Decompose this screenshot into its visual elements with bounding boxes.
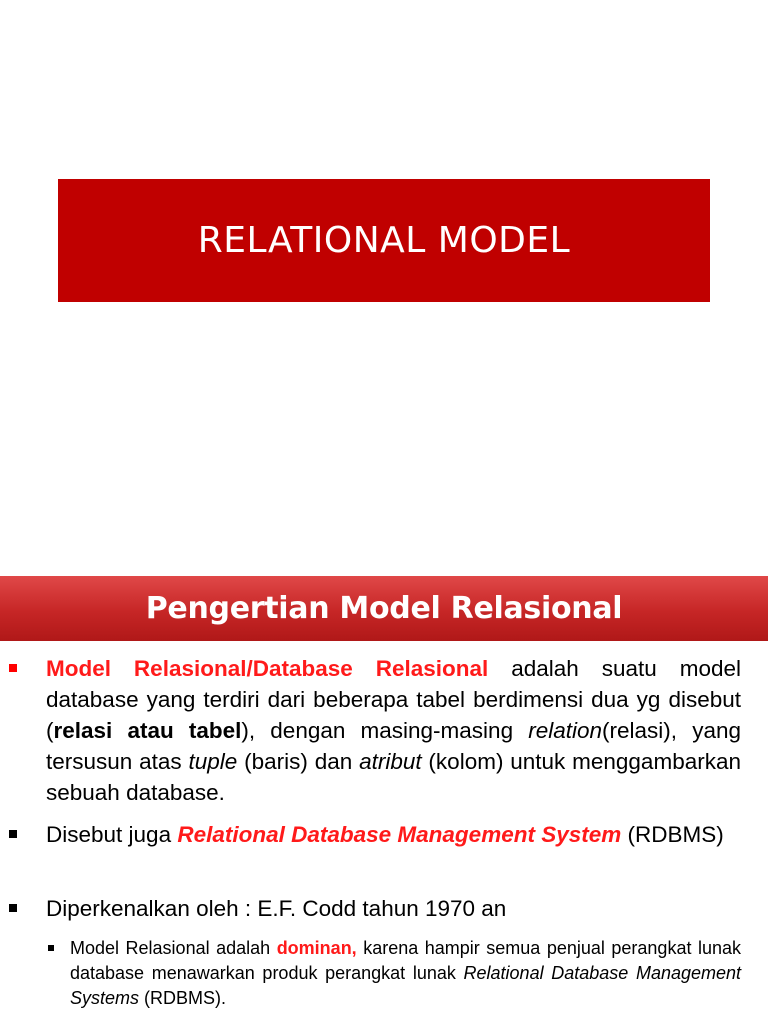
text-run: adalah suatu model database yang terdiri dari beberapa tabel berdimensi dua yg disebut (	[46, 656, 741, 743]
text-run: (RDBMS).	[139, 988, 227, 1008]
italic-term: tuple	[188, 749, 238, 774]
bullet-item-rdbms	[46, 819, 741, 850]
highlight-term: Relational Database Management System	[177, 822, 622, 847]
text-run: (relasi), yang tersusun atas	[46, 718, 741, 774]
italic-term: Relational Database Management Systems	[70, 963, 742, 1008]
text-run: Disebut juga	[46, 822, 178, 847]
slide-title: RELATIONAL MODEL	[197, 220, 571, 261]
text-run: Model Relasional adalah	[70, 938, 277, 958]
text-run: (baris) dan	[237, 749, 360, 774]
highlight-term: dominan,	[276, 938, 357, 958]
text-run: Diperkenalkan oleh : E.F. Codd tahun 1970 an	[46, 896, 507, 921]
title-banner	[58, 179, 710, 302]
sub-bullet-item-dominant	[70, 936, 741, 1011]
square-bullet-icon	[48, 945, 54, 951]
square-bullet-icon	[9, 904, 17, 912]
square-bullet-icon	[9, 830, 17, 838]
bold-term: relasi atau tabel	[53, 718, 242, 743]
text-run: (RDBMS)	[621, 822, 724, 847]
highlight-term: Model Relasional/Database Relasional	[46, 656, 489, 681]
bullet-item-codd	[46, 893, 741, 924]
slide-header-bar	[0, 576, 768, 641]
text-run: (kolom) untuk menggambarkan sebuah database.	[46, 749, 741, 805]
content-slide	[0, 576, 768, 1024]
slide-heading: Pengertian Model Relasional	[145, 591, 623, 626]
italic-term: relation	[528, 718, 603, 743]
italic-term: atribut	[359, 749, 422, 774]
bullet-item-definition	[46, 653, 741, 808]
text-run: ), dengan masing-masing	[241, 718, 529, 743]
text-run: karena hampir semua penjual perangkat lunak database menawarkan produk perangkat lunak	[70, 938, 742, 983]
square-bullet-icon	[9, 664, 17, 672]
